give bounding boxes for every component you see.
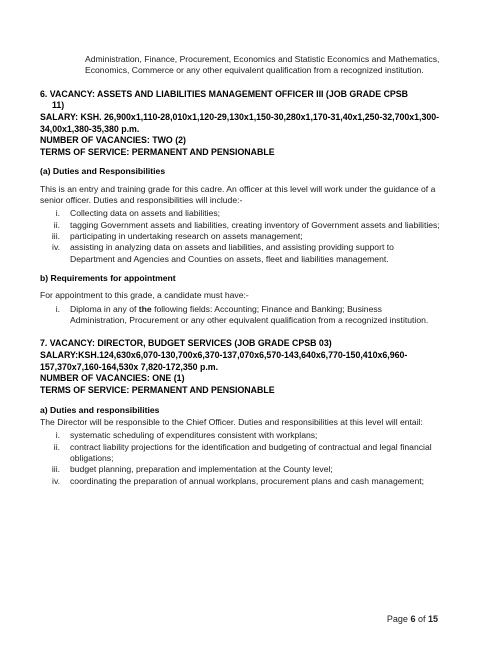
list-item-text — [70, 304, 440, 327]
vacancy-6-duties-intro: This is an entry and training grade for this cadre. An officer at this level will work under the guidance of a senior officer. Duties and responsibilities will include:- — [40, 183, 436, 206]
vacancy-6-requirements-list — [40, 304, 440, 327]
vacancy-6-salary: SALARY: KSH. 26,900x1,110-28,010x1,120-29,130x1,150-30,280x1,170-31,40x1,250-32,700x1,300-34,00x1,380-35,380 p.m. — [40, 111, 440, 134]
req-text-part-a: Diploma in any of — [70, 303, 139, 314]
list-item-number: iii. — [51, 464, 60, 475]
list-item — [40, 220, 440, 231]
list-item — [40, 242, 440, 265]
vacancy-6-title — [40, 89, 440, 112]
list-item-text: contract liability projections for the identification and budgeting of contractual and legal financial obligations; — [70, 441, 432, 463]
req-text-bold: the — [138, 303, 152, 314]
list-item-number: iv. — [52, 242, 60, 253]
vacancy-6-title-line1: 6. VACANCY: ASSETS AND LIABILITIES MANAGEMENT OFFICER III (JOB GRADE CPSB — [40, 88, 409, 99]
vacancy-6-count: NUMBER OF VACANCIES: TWO (2) — [40, 135, 186, 146]
list-item — [40, 231, 440, 242]
vacancy-7-terms: TERMS OF SERVICE: PERMANENT AND PENSIONABLE — [40, 384, 275, 395]
vacancy-6-duties-heading: (a) Duties and Responsibilities — [40, 166, 166, 177]
vacancy-6-duties-list — [40, 208, 440, 265]
list-item-number: iii. — [51, 231, 60, 242]
vacancy-7-count: NUMBER OF VACANCIES: ONE (1) — [40, 373, 185, 384]
list-item-text: Collecting data on assets and liabilities; — [70, 208, 221, 219]
list-item — [40, 442, 440, 465]
list-item-text: assisting in analyzing data on assets and liabilities, and assisting providing support to Department and Agencies and Counties on assets, fleet and liabilities management. — [70, 242, 394, 264]
list-item-number: ii. — [53, 441, 60, 452]
footer-page-number: 6 — [410, 614, 416, 624]
list-item-text: budget planning, preparation and implementation at the County level; — [70, 464, 333, 475]
page-footer — [387, 614, 438, 626]
vacancy-7-duties-list — [40, 430, 440, 487]
vacancy-6-terms: TERMS OF SERVICE: PERMANENT AND PENSIONABLE — [40, 146, 275, 157]
vacancy-7-salary: SALARY:KSH.124,630x6,070-130,700x6,370-137,070x6,570-143,640x6,770-150,410x6,960-157,370x7,160-164,530x 7,820-172,350 p.m. — [40, 350, 408, 372]
list-item-number: i. — [55, 208, 60, 219]
vacancy-6-title-line2: 11) — [52, 100, 65, 111]
vacancy-6-requirements-heading: b) Requirements for appointment — [40, 273, 176, 284]
vacancy-7-duties-heading: a) Duties and responsibilities — [40, 404, 160, 415]
page-content — [40, 54, 440, 487]
vacancy-6-requirements-intro: For appointment to this grade, a candidate must have:- — [40, 290, 249, 301]
list-item — [40, 476, 440, 487]
list-item — [40, 304, 440, 327]
list-item-number: i. — [55, 303, 60, 314]
req-text-part-b: following fields: Accounting; Finance and Banking; Business Administration, Procurement or any other equivalent qualification from a recognized institution. — [70, 303, 429, 326]
vacancy-6-section — [40, 89, 440, 327]
list-item — [40, 430, 440, 441]
list-item-text: coordinating the preparation of annual workplans, procurement plans and cash management; — [70, 475, 424, 486]
footer-page-total: 15 — [427, 614, 438, 624]
vacancy-7-duties-intro: The Director will be responsible to the Chief Officer. Duties and responsibilities at this level will entail: — [40, 416, 423, 427]
footer-page-label: Page — [386, 614, 411, 624]
footer-of-label: of — [415, 614, 428, 624]
list-item-number: iv. — [52, 475, 60, 486]
list-item — [40, 464, 440, 475]
list-item-number: ii. — [53, 219, 60, 230]
list-item — [40, 208, 440, 219]
vacancy-7-title: 7. VACANCY: DIRECTOR, BUDGET SERVICES (JOB GRADE CPSB 03) — [40, 338, 332, 349]
list-item-text: tagging Government assets and liabilities, creating inventory of Government assets and liabilities; — [70, 219, 440, 230]
list-item-text: systematic scheduling of expenditures consistent with workplans; — [70, 430, 318, 441]
intro-paragraph: Administration, Finance, Procurement, Economics and Statistic Economics and Mathematics, Economics, Commerce or any other equivalent qualification from a recognized institution. — [85, 54, 440, 76]
list-item-text: participating in undertaking research on assets management; — [70, 231, 303, 242]
vacancy-7-section — [40, 338, 440, 486]
list-item-number: i. — [55, 430, 60, 441]
